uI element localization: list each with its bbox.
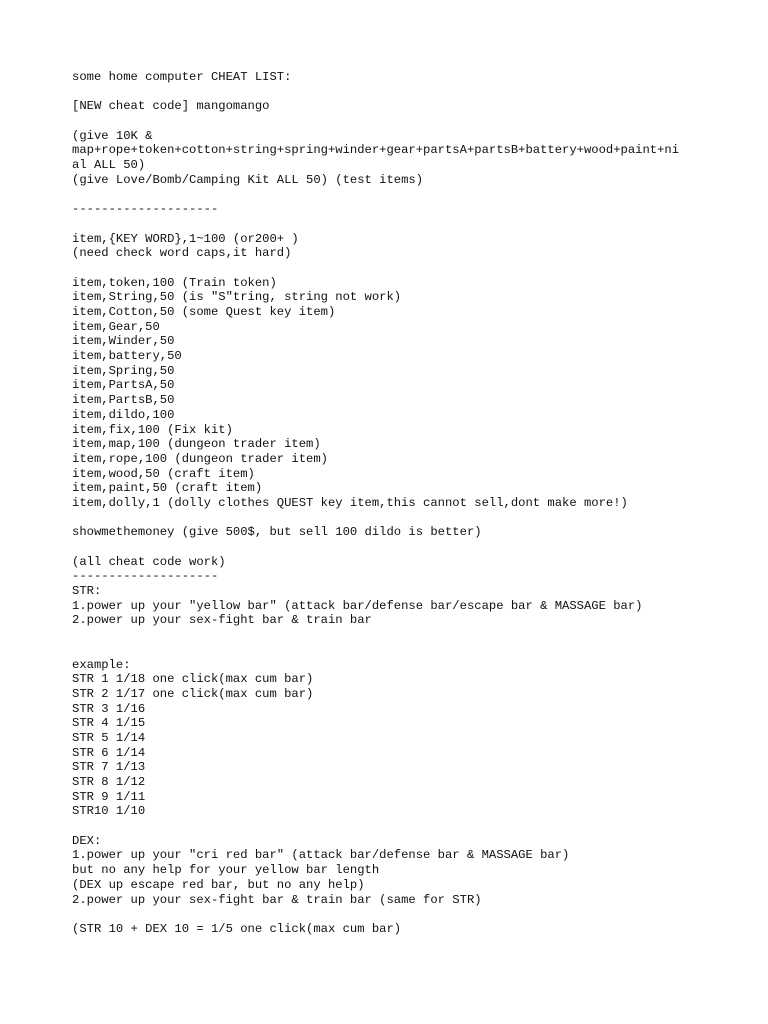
str-heading: STR: [72, 584, 102, 599]
item-code: item,PartsA,50 [72, 378, 175, 393]
item-code: item,map,100 (dungeon trader item) [72, 437, 321, 452]
str-example: STR 9 1/11 [72, 789, 146, 804]
give-line: al ALL 50) [72, 158, 146, 173]
new-cheat-code: [NEW cheat code] mangomango [72, 99, 270, 114]
item-code: item,rope,100 (dungeon trader item) [72, 451, 328, 466]
dex-heading: DEX: [72, 833, 102, 848]
str-example: STR 1 1/18 one click(max cum bar) [72, 672, 314, 687]
give-line: (give Love/Bomb/Camping Kit ALL 50) (test items) [72, 172, 424, 187]
cheat-list-document [72, 70, 752, 937]
item-code: item,wood,50 (craft item) [72, 466, 255, 481]
str-example: STR 4 1/15 [72, 716, 146, 731]
dex-line: 1.power up your "cri red bar" (attack bar/defense bar & MASSAGE bar) [72, 848, 570, 863]
str-example: STR 3 1/16 [72, 701, 146, 716]
divider: -------------------- [72, 569, 219, 584]
dex-line: but no any help for your yellow bar length [72, 863, 380, 878]
dex-line: (DEX up escape red bar, but no any help) [72, 877, 365, 892]
item-syntax-line: item,{KEY WORD},1~100 (or200+ ) [72, 231, 299, 246]
str-example: STR 2 1/17 one click(max cum bar) [72, 686, 314, 701]
item-code: item,Winder,50 [72, 334, 175, 349]
str-line: 1.power up your "yellow bar" (attack bar/defense bar/escape bar & MASSAGE bar) [72, 598, 643, 613]
money-cheat: showmethemoney (give 500$, but sell 100 dildo is better) [72, 525, 482, 540]
dex-line: 2.power up your sex-fight bar & train bar (same for STR) [72, 892, 482, 907]
document-title: some home computer CHEAT LIST: [72, 70, 292, 84]
item-code: item,String,50 (is "S"tring, string not work) [72, 290, 402, 305]
str-example: STR10 1/10 [72, 804, 146, 819]
item-code: item,dolly,1 (dolly clothes QUEST key item,this cannot sell,dont make more!) [72, 495, 628, 510]
all-work-note: (all cheat code work) [72, 554, 226, 569]
item-code: item,Cotton,50 (some Quest key item) [72, 305, 336, 319]
item-code: item,battery,50 [72, 349, 182, 364]
divider: -------------------- [72, 202, 219, 217]
item-code: item,Spring,50 [72, 363, 175, 378]
item-code: item,Gear,50 [72, 319, 160, 334]
item-syntax-line: (need check word caps,it hard) [72, 246, 292, 261]
str-example: STR 6 1/14 [72, 745, 146, 760]
item-code: item,fix,100 (Fix kit) [72, 422, 233, 437]
str-example: STR 7 1/13 [72, 760, 146, 775]
str-line: 2.power up your sex-fight bar & train bar [72, 613, 372, 628]
item-code: item,PartsB,50 [72, 393, 175, 408]
give-line: map+rope+token+cotton+string+spring+winder+gear+partsA+partsB+battery+wood+paint+ni [72, 143, 680, 158]
final-note: (STR 10 + DEX 10 = 1/5 one click(max cum bar) [72, 921, 402, 936]
give-line: (give 10K & [72, 128, 153, 143]
item-code: item,token,100 (Train token) [72, 275, 277, 290]
item-code: item,paint,50 (craft item) [72, 481, 263, 496]
example-label: example: [72, 657, 131, 672]
str-example: STR 8 1/12 [72, 775, 146, 790]
str-example: STR 5 1/14 [72, 730, 146, 745]
item-code: item,dildo,100 [72, 407, 175, 422]
